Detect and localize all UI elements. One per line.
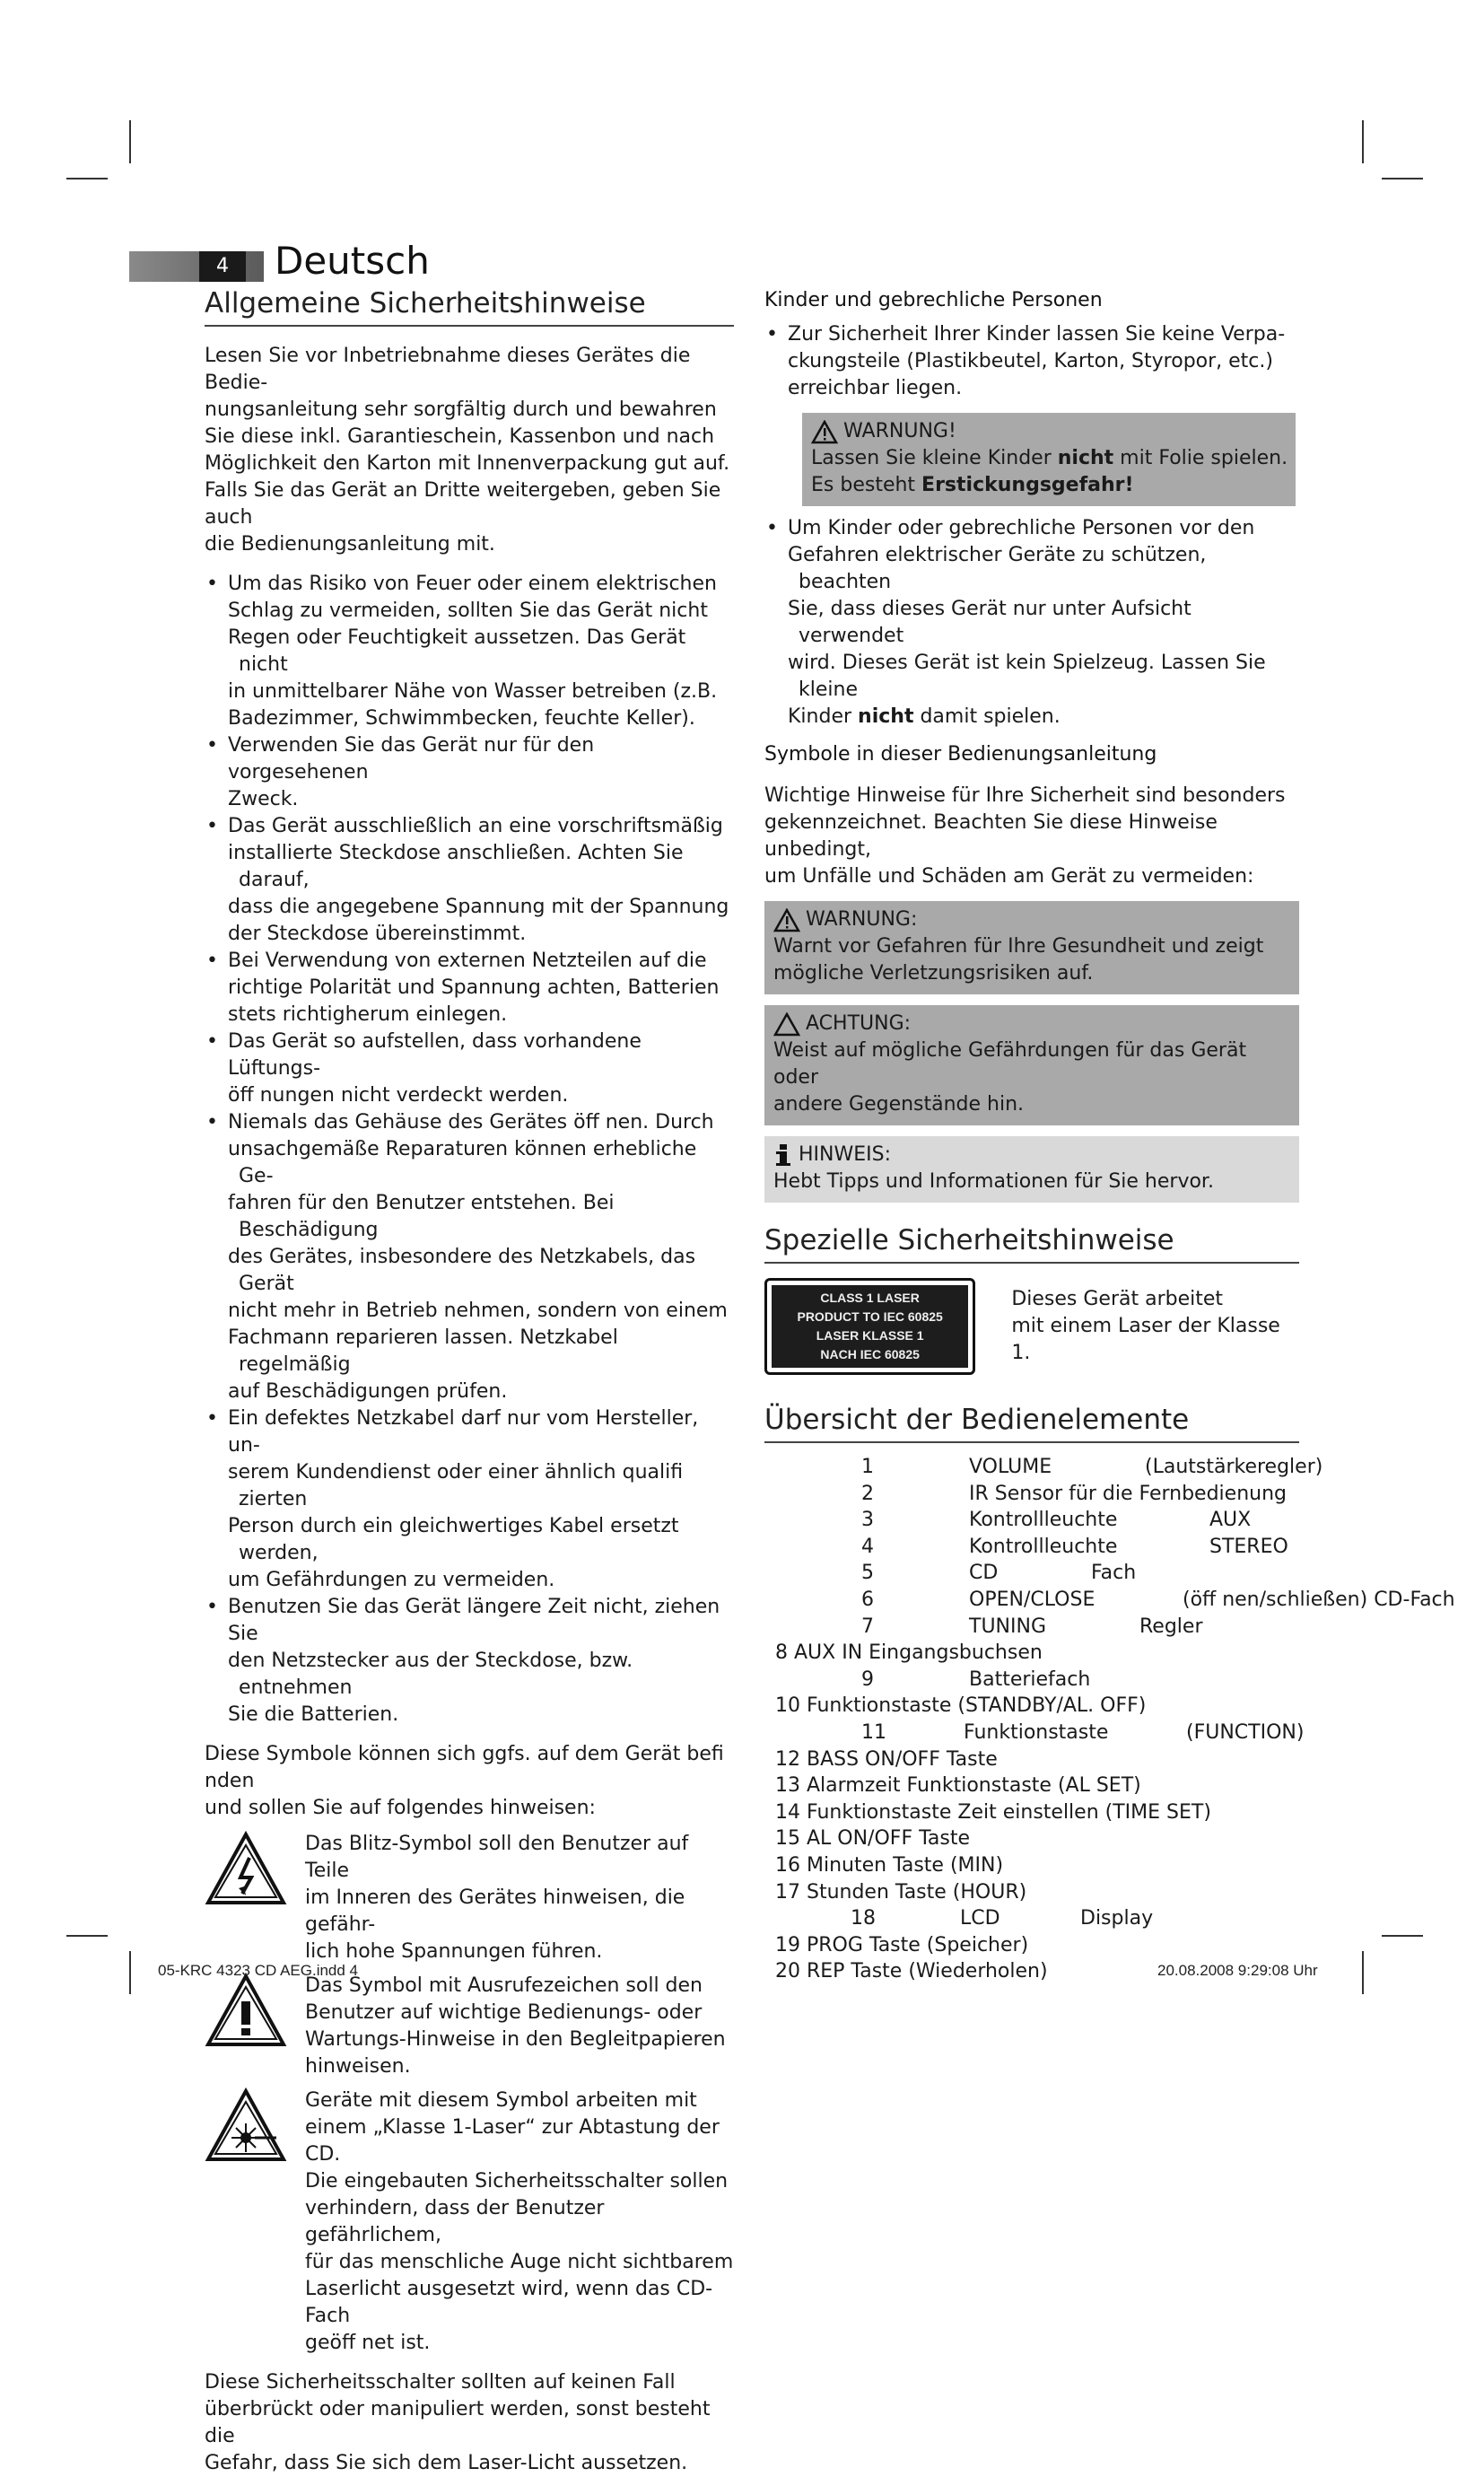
control-desc: STEREO bbox=[1209, 1535, 1288, 1558]
text-line: Die eingebauten Sicherheitsschalter sollen bbox=[305, 2170, 729, 2193]
bullet-line: Gefahren elektrischer Geräte zu schützen, beachten bbox=[788, 544, 1207, 593]
control-desc: Regler bbox=[1139, 1615, 1203, 1638]
symbol-item-exclamation bbox=[205, 1973, 734, 2080]
bullet-line: stets richtigherum einlegen. bbox=[228, 1003, 508, 1026]
control-number: 4 bbox=[861, 1535, 874, 1558]
footer-date: 20.08.2008 9:29:08 Uhr bbox=[1157, 1962, 1318, 1979]
control-name: OPEN/CLOSE bbox=[969, 1588, 1096, 1611]
text-line: Laserlicht ausgesetzt wird, wenn das CD-Fach bbox=[305, 2278, 713, 2327]
control-item bbox=[764, 1772, 1299, 1799]
kinder-bullet-1 bbox=[764, 321, 1299, 402]
left-section-title bbox=[205, 285, 734, 327]
symbole-intro bbox=[764, 783, 1299, 890]
controls-list bbox=[764, 1454, 1455, 1985]
control-number: 8 AUX IN Eingangsbuchsen bbox=[775, 1641, 1043, 1665]
symbole-heading: Symbole in dieser Bedienungsanleitung bbox=[764, 743, 1157, 766]
control-number: 5 bbox=[861, 1562, 874, 1585]
text-line: Möglichkeit den Karton mit Innenverpackung gut auf. bbox=[205, 452, 730, 475]
text-line: hinweisen. bbox=[305, 2055, 411, 2078]
control-item bbox=[764, 1799, 1299, 1826]
bullet-line: serem Kundendienst oder einer ähnlich qualifi zierten bbox=[228, 1461, 684, 1510]
bullet-line: Zweck. bbox=[228, 788, 299, 810]
control-item bbox=[764, 1534, 1299, 1561]
bullet-line: wird. Dieses Gerät ist kein Spielzeug. Lassen Sie kleine bbox=[788, 652, 1266, 701]
control-number: 10 Funktionstaste (STANDBY/AL. OFF) bbox=[775, 1694, 1147, 1718]
bullet-line: Sie die Batterien. bbox=[228, 1703, 399, 1726]
symbol-text-laser bbox=[305, 2088, 734, 2357]
text-line: Weist auf mögliche Gefährdungen für das Gerät oder bbox=[773, 1039, 1247, 1089]
control-name: LCD bbox=[960, 1907, 1000, 1930]
bullet-line: Badezimmer, Schwimmbecken, feuchte Keller). bbox=[228, 707, 695, 730]
control-item bbox=[764, 1693, 1299, 1720]
warning-title: WARNUNG! bbox=[843, 420, 956, 442]
kinder-list-2 bbox=[764, 515, 1299, 731]
text-line: Diese Symbole können sich ggfs. auf dem Gerät befi nden bbox=[205, 1743, 724, 1792]
text-line: mit einem Laser der Klasse 1. bbox=[1011, 1315, 1280, 1364]
bullet-line: Regen oder Feuchtigkeit aussetzen. Das Gerät nicht bbox=[228, 626, 686, 676]
text-line: gekennzeichnet. Beachten Sie diese Hinweise unbedingt, bbox=[764, 811, 1218, 861]
warning-line-1: Lassen Sie kleine Kinder nicht mit Folie spielen. bbox=[811, 447, 1288, 469]
laser-label-line: LASER KLASSE 1 bbox=[816, 1328, 924, 1343]
uebersicht-title: Übersicht der Bedienelemente bbox=[764, 1402, 1299, 1443]
control-item bbox=[764, 1932, 1299, 1959]
bullet-line: öff nungen nicht verdeckt werden. bbox=[228, 1084, 569, 1107]
control-number: 17 Stunden Taste (HOUR) bbox=[775, 1880, 1027, 1904]
bullet-line: richtige Polarität und Spannung achten, Batterien bbox=[228, 976, 720, 999]
bullet-line: erreichbar liegen. bbox=[788, 377, 963, 399]
control-number: 7 bbox=[861, 1615, 874, 1638]
control-name: Funktionstaste bbox=[964, 1720, 1109, 1744]
bullet-line: nicht mehr in Betrieb nehmen, sondern von einem bbox=[228, 1300, 728, 1322]
laser-text bbox=[1011, 1286, 1299, 1367]
bullet-line: • Benutzen Sie das Gerät längere Zeit nicht, ziehen Sie bbox=[228, 1596, 720, 1645]
bullet-line: • Um das Risiko von Feuer oder einem elektrischen bbox=[228, 573, 717, 595]
control-number: 1 bbox=[861, 1456, 874, 1478]
control-item bbox=[764, 1746, 1299, 1773]
text-line: Wichtige Hinweise für Ihre Sicherheit sind besonders bbox=[764, 784, 1286, 807]
text-line: einem „Klasse 1-Laser“ zur Abtastung der CD. bbox=[305, 2116, 720, 2166]
control-item bbox=[764, 1587, 1455, 1614]
text-line: verhindern, dass der Benutzer gefährlichem, bbox=[305, 2197, 605, 2246]
text-line: Hebt Tipps und Informationen für Sie hervor. bbox=[773, 1170, 1214, 1193]
text-line: nungsanleitung sehr sorgfältig durch und bewahren bbox=[205, 398, 717, 421]
notice-hinweis: HINWEIS: Hebt Tipps und Informationen für Sie hervor. bbox=[764, 1136, 1299, 1203]
control-item bbox=[764, 1640, 1299, 1667]
control-desc: (FUNCTION) bbox=[1186, 1720, 1305, 1744]
page-number: 4 bbox=[199, 251, 246, 282]
bullet-line: • Zur Sicherheit Ihrer Kinder lassen Sie keine Verpa- bbox=[788, 323, 1286, 346]
laser-label-line: CLASS 1 LASER bbox=[820, 1291, 920, 1305]
text-line: Warnt vor Gefahren für Ihre Gesundheit und zeigt bbox=[773, 935, 1264, 958]
control-item bbox=[764, 1720, 1305, 1746]
control-item bbox=[764, 1454, 1323, 1481]
text-line: Diese Sicherheitsschalter sollten auf keinen Fall bbox=[205, 2371, 676, 2394]
control-item bbox=[764, 1905, 1299, 1932]
text-line: mögliche Verletzungsrisiken auf. bbox=[773, 962, 1094, 985]
text-line: für das menschliche Auge nicht sichtbarem bbox=[305, 2251, 734, 2273]
text-line: Gefahr, dass Sie sich dem Laser-Licht aussetzen. bbox=[205, 2452, 688, 2474]
control-number: 12 BASS ON/OFF Taste bbox=[775, 1747, 998, 1771]
text-line: geöff net ist. bbox=[305, 2332, 431, 2354]
control-name: Kontrollleuchte bbox=[969, 1535, 1118, 1558]
caution-triangle-icon bbox=[773, 1012, 800, 1037]
bullet-line: des Gerätes, insbesondere des Netzkabels, das Gerät bbox=[228, 1246, 696, 1295]
safety-bullet bbox=[205, 1109, 734, 1405]
warning-line-2: Es besteht Erstickungsgefahr! bbox=[811, 474, 1134, 496]
control-number: 9 bbox=[861, 1667, 874, 1691]
closing-paragraph bbox=[205, 2369, 734, 2477]
text-line: im Inneren des Gerätes hinweisen, die gefähr- bbox=[305, 1886, 685, 1936]
intro-paragraph bbox=[205, 343, 734, 558]
laser-label-line: NACH IEC 60825 bbox=[820, 1347, 920, 1361]
control-name: Batteriefach bbox=[969, 1667, 1091, 1691]
safety-bullet bbox=[205, 571, 734, 732]
bullet-line: • Um Kinder oder gebrechliche Personen vor den bbox=[788, 517, 1255, 539]
section-title: Allgemeine Sicherheitshinweise bbox=[205, 285, 734, 327]
control-item bbox=[764, 1825, 1299, 1852]
bullet-line: auf Beschädigungen prüfen. bbox=[228, 1380, 508, 1403]
control-number: 13 Alarmzeit Funktionstaste (AL SET) bbox=[775, 1774, 1141, 1798]
text-line: und sollen Sie auf folgendes hinweisen: bbox=[205, 1797, 596, 1819]
lightning-warning-icon bbox=[205, 1831, 287, 1906]
control-desc: Fach bbox=[1091, 1562, 1137, 1585]
control-name: VOLUME bbox=[969, 1456, 1052, 1478]
kinder-bullet-2-last: Kinder nicht damit spielen. bbox=[788, 705, 1061, 728]
bullet-line: fahren für den Benutzer entstehen. Bei Beschädigung bbox=[228, 1192, 615, 1241]
control-desc: (Lautstärkeregler) bbox=[1145, 1456, 1323, 1478]
control-desc: AUX bbox=[1209, 1509, 1252, 1532]
notice-warnung: WARNUNG: Warnt vor Gefahren für Ihre Gesundheit und zeigt mögliche Verletzungsrisiken auf. bbox=[764, 901, 1299, 994]
text-line: Das Symbol mit Ausrufezeichen soll den bbox=[305, 1974, 703, 1997]
notice-achtung: ACHTUNG: Weist auf mögliche Gefährdungen für das Gerät oder andere Gegenstände hin. bbox=[764, 1005, 1299, 1125]
bullet-line: installierte Steckdose anschließen. Achten Sie darauf, bbox=[228, 842, 684, 891]
control-number: 15 AL ON/OFF Taste bbox=[775, 1827, 970, 1851]
laser-row bbox=[764, 1278, 1299, 1375]
control-number: 14 Funktionstaste Zeit einstellen (TIME SET) bbox=[775, 1800, 1211, 1824]
control-name: Kontrollleuchte bbox=[969, 1509, 1118, 1532]
symbol-text-exclamation bbox=[305, 1973, 734, 2080]
text-line: Falls Sie das Gerät an Dritte weitergeben, geben Sie auch bbox=[205, 479, 721, 529]
symbols-intro bbox=[205, 1741, 734, 1822]
control-item bbox=[764, 1667, 1299, 1694]
control-item bbox=[764, 1507, 1299, 1534]
control-item bbox=[764, 1852, 1299, 1879]
right-column bbox=[764, 287, 1455, 1985]
bullet-line: in unmittelbarer Nähe von Wasser betreiben (z.B. bbox=[228, 680, 718, 703]
bullet-line: • Verwenden Sie das Gerät nur für den vorgesehenen bbox=[228, 734, 595, 783]
spezielle-title: Spezielle Sicherheitshinweise bbox=[764, 1222, 1299, 1264]
language-title: Deutsch bbox=[275, 239, 430, 283]
control-item bbox=[764, 1614, 1299, 1641]
safety-bullet bbox=[205, 948, 734, 1028]
control-name: IR Sensor für die Fernbedienung bbox=[969, 1482, 1287, 1505]
bullet-line: Person durch ein gleichwertiges Kabel ersetzt werden, bbox=[228, 1515, 679, 1564]
text-line: Lesen Sie vor Inbetriebnahme dieses Gerätes die Bedie- bbox=[205, 345, 691, 394]
control-name: CD bbox=[969, 1562, 999, 1585]
symbol-item-lightning bbox=[205, 1831, 734, 1965]
safety-bullet bbox=[205, 1594, 734, 1729]
bullet-line: • Bei Verwendung von externen Netzteilen auf die bbox=[228, 950, 707, 972]
bullet-line: Fachmann reparieren lassen. Netzkabel regelmäßig bbox=[228, 1326, 618, 1376]
laser-class-label bbox=[764, 1278, 975, 1375]
control-number: 3 bbox=[861, 1509, 874, 1532]
bullet-line: unsachgemäße Reparaturen können erhebliche Ge- bbox=[228, 1138, 697, 1187]
safety-bullet bbox=[205, 813, 734, 948]
bullet-line: Sie, dass dieses Gerät nur unter Aufsicht verwendet bbox=[788, 598, 1192, 647]
control-number: 18 bbox=[851, 1907, 876, 1930]
kinder-heading: Kinder und gebrechliche Personen bbox=[764, 289, 1103, 311]
text-line: überbrückt oder manipuliert werden, sonst besteht die bbox=[205, 2398, 711, 2447]
control-number: 19 PROG Taste (Speicher) bbox=[775, 1933, 1029, 1956]
bullet-line: den Netzstecker aus der Steckdose, bzw. entnehmen bbox=[228, 1650, 633, 1699]
control-item bbox=[764, 1481, 1299, 1508]
control-number: 11 bbox=[861, 1720, 886, 1744]
control-item bbox=[764, 1879, 1299, 1906]
safety-bullet bbox=[205, 1028, 734, 1109]
laser-label-line: PRODUCT TO IEC 60825 bbox=[797, 1309, 943, 1324]
control-number: 2 bbox=[861, 1482, 874, 1505]
warning-box-children bbox=[802, 413, 1296, 506]
text-line: Dieses Gerät arbeitet bbox=[1011, 1288, 1224, 1310]
control-desc: Display bbox=[1080, 1907, 1154, 1930]
text-line: Das Blitz-Symbol soll den Benutzer auf Teile bbox=[305, 1833, 689, 1882]
bullet-line: • Niemals das Gehäuse des Gerätes öff nen. Durch bbox=[228, 1111, 714, 1133]
kinder-bullet-2 bbox=[764, 515, 1299, 731]
text-line: Geräte mit diesem Symbol arbeiten mit bbox=[305, 2089, 697, 2112]
warning-triangle-icon bbox=[811, 420, 838, 444]
bullet-line: um Gefährdungen zu vermeiden. bbox=[228, 1569, 555, 1591]
footer-file: 05-KRC 4323 CD AEG.indd 4 bbox=[158, 1962, 359, 1979]
bullet-line: • Das Gerät so aufstellen, dass vorhandene Lüftungs- bbox=[228, 1030, 642, 1080]
control-desc: (öff nen/schließen) CD-Fach bbox=[1183, 1588, 1455, 1611]
left-column bbox=[205, 343, 734, 2477]
bullet-line: ckungsteile (Plastikbeutel, Karton, Styropor, etc.) bbox=[788, 350, 1273, 372]
safety-bullet-list bbox=[205, 571, 734, 1729]
bullet-line: Schlag zu vermeiden, sollten Sie das Gerät nicht bbox=[228, 600, 708, 622]
safety-bullet bbox=[205, 1405, 734, 1594]
bullet-line: der Steckdose übereinstimmt. bbox=[228, 923, 527, 945]
text-line: Benutzer auf wichtige Bedienungs- oder bbox=[305, 2001, 703, 2024]
text-line: lich hohe Spannungen führen. bbox=[305, 1940, 603, 1963]
bullet-line: • Das Gerät ausschließlich an eine vorschriftsmäßig bbox=[228, 815, 723, 837]
text-line: die Bedienungsanleitung mit. bbox=[205, 533, 495, 556]
text-line: um Unfälle und Schäden am Gerät zu vermeiden: bbox=[764, 865, 1254, 888]
exclamation-warning-icon bbox=[205, 1973, 287, 2048]
text-line: Sie diese inkl. Garantieschein, Kassenbon und nach bbox=[205, 425, 715, 448]
control-number: 6 bbox=[861, 1588, 874, 1611]
warning-triangle-icon bbox=[773, 908, 800, 932]
symbol-item-laser bbox=[205, 2088, 734, 2357]
control-number: 20 REP Taste (Wiederholen) bbox=[775, 1960, 1048, 1983]
text-line: Wartungs-Hinweise in den Begleitpapieren bbox=[305, 2028, 726, 2051]
safety-bullet bbox=[205, 732, 734, 813]
control-item bbox=[764, 1560, 1299, 1587]
kinder-list-1 bbox=[764, 321, 1299, 402]
control-name: TUNING bbox=[969, 1615, 1046, 1638]
info-icon bbox=[773, 1143, 793, 1167]
control-number: 16 Minuten Taste (MIN) bbox=[775, 1853, 1004, 1877]
text-line: andere Gegenstände hin. bbox=[773, 1093, 1025, 1116]
bullet-line: • Ein defektes Netzkabel darf nur vom Hersteller, un- bbox=[228, 1407, 699, 1457]
symbol-text-lightning bbox=[305, 1831, 734, 1965]
bullet-line: dass die angegebene Spannung mit der Spannung bbox=[228, 896, 729, 918]
